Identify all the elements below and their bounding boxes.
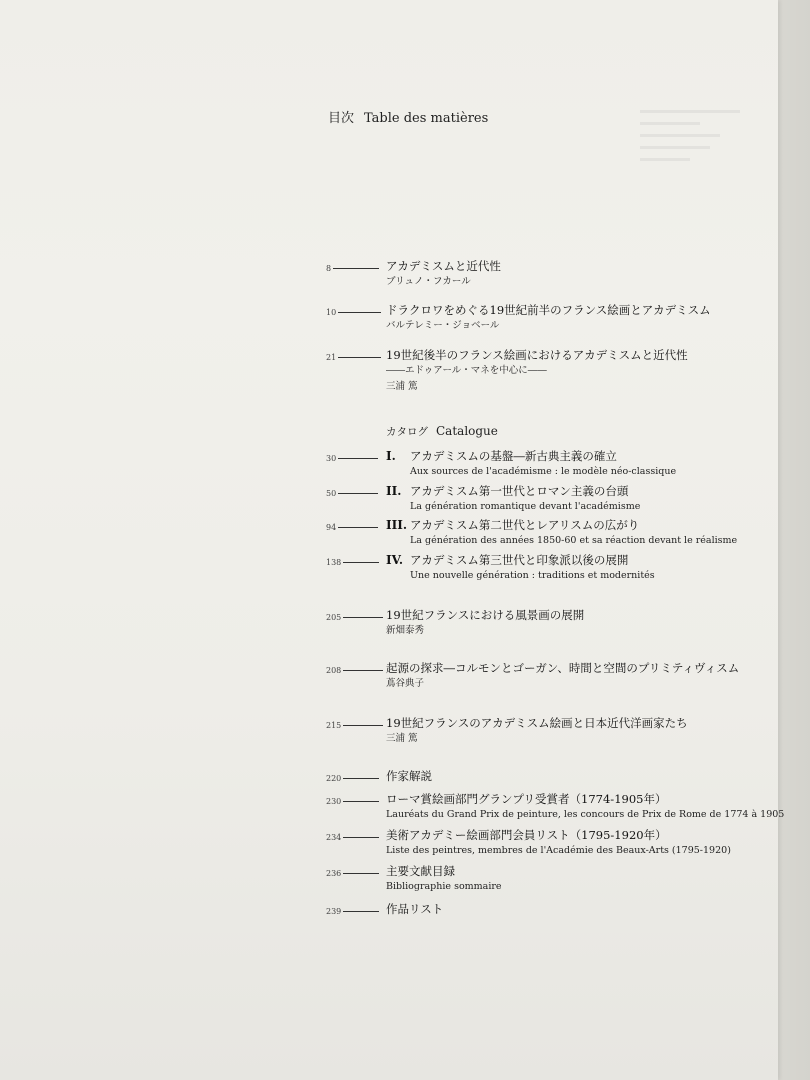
leader-rule [343,725,383,726]
toc-heading-fr: Table des matières [364,111,489,126]
catalogue-entry [326,552,655,581]
toc-entry [326,660,740,689]
page-number: 230 [326,797,342,806]
entry-title: 作品リスト [386,902,444,916]
entry-author: ブリュノ・フカール [386,276,471,287]
appendix-entry [326,791,785,820]
page-number: 239 [326,907,342,916]
leader-rule [343,562,379,563]
entry-title: 起源の探求―コルモンとゴーガン、時間と空間のプリミティヴィスム [386,661,740,675]
toc-entry [326,258,501,287]
page-number: 220 [326,774,342,783]
leader-rule [338,527,378,528]
entry-author: 三浦 篤 [386,381,418,392]
section-numeral: II. [386,484,402,498]
leader-rule [343,670,383,671]
page-number: 208 [326,666,342,675]
entry-title: アカデミスムの基盤―新古典主義の確立 [410,449,617,463]
entry-title: 19世紀フランスのアカデミスム絵画と日本近代洋画家たち [386,716,688,730]
leader-rule [338,357,381,358]
toc-entry [326,302,711,331]
page-number: 21 [326,353,337,362]
entry-title: アカデミスム第三世代と印象派以後の展開 [410,553,629,567]
entry-title: 作家解説 [386,769,432,783]
appendix-entry [326,827,731,856]
toc-heading [328,107,488,126]
entry-subtitle: Liste des peintres, membres de l'Académie des Beaux-Arts (1795-1920) [386,845,731,856]
leader-rule [343,873,379,874]
page-number: 215 [326,721,342,730]
section-numeral: III. [386,518,408,532]
catalogue-entry [326,448,677,477]
entry-title: 19世紀後半のフランス絵画におけるアカデミスムと近代性 [386,348,688,362]
entry-subtitle: Lauréats du Grand Prix de peinture, les concours de Prix de Rome de 1774 à 1905 [386,809,785,820]
page-number: 205 [326,613,342,622]
catalogue-heading [386,424,498,439]
section-numeral: IV. [386,553,404,567]
toc-entry [326,607,585,636]
page-number: 234 [326,833,342,842]
entry-subtitle: La génération romantique devant l'académisme [410,501,641,512]
entry-title: ドラクロワをめぐる19世紀前半のフランス絵画とアカデミスム [386,303,711,317]
toc-heading-ja: 目次 [328,111,355,126]
appendix-entry [326,768,432,787]
page-number: 138 [326,558,342,567]
entry-author: バルテレミー・ジョベール [386,320,500,331]
entry-title: アカデミスム第二世代とレアリスムの広がり [410,518,640,532]
page-number: 30 [326,454,337,463]
entry-title: 19世紀フランスにおける風景画の展開 [386,608,585,622]
entry-author: 新畑泰秀 [386,625,425,636]
entry-title: 主要文献目録 [386,864,455,878]
entry-subtitle: La génération des années 1850-60 et sa réaction devant le réalisme [410,535,738,546]
leader-rule [343,801,379,802]
catalogue-entry [326,517,738,546]
catalogue-heading-fr: Catalogue [436,424,498,438]
entry-title: ローマ賞絵画部門グランプリ受賞者（1774-1905年） [386,792,667,806]
entry-subtitle: Une nouvelle génération : traditions et modernités [410,570,655,581]
appendix-entry [326,863,502,892]
catalogue-entry [326,483,641,512]
leader-rule [333,268,379,269]
entry-subtitle: ――エドゥアール・マネを中心に―― [386,365,547,376]
leader-rule [343,617,383,618]
leader-rule [338,493,378,494]
entry-author: 三浦 篤 [386,733,418,744]
appendix-entry [326,901,444,920]
leader-rule [343,778,379,779]
entry-author: 蔦谷典子 [386,678,425,689]
show-through-text [640,110,740,200]
leader-rule [338,312,381,313]
page-number: 10 [326,308,337,317]
catalogue-heading-ja: カタログ [386,426,428,438]
entry-subtitle: Aux sources de l'académisme : le modèle néo-classique [410,466,677,477]
page-number: 50 [326,489,337,498]
page-number: 236 [326,869,342,878]
leader-rule [338,458,378,459]
page-number: 8 [326,264,332,273]
page-number: 94 [326,523,337,532]
entry-title: アカデミスムと近代性 [386,259,501,273]
leader-rule [343,837,379,838]
section-numeral: I. [386,449,396,463]
entry-title: アカデミスム第一世代とロマン主義の台頭 [410,484,629,498]
entry-subtitle: Bibliographie sommaire [386,881,502,892]
toc-entry [326,715,688,744]
leader-rule [343,911,379,912]
toc-entry [326,347,688,392]
entry-title: 美術アカデミー絵画部門会員リスト（1795-1920年） [386,828,667,842]
